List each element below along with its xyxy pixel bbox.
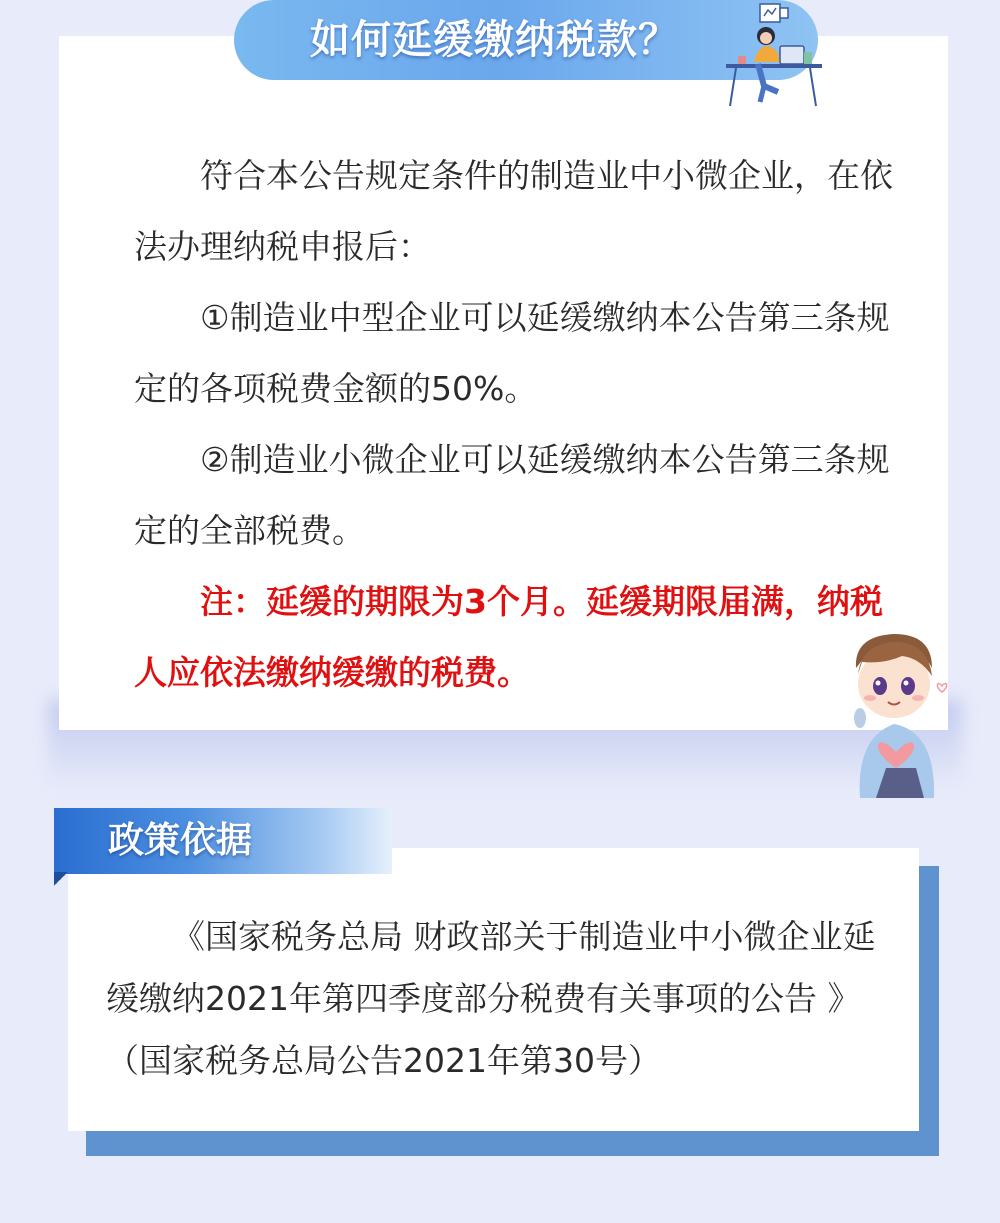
item-medium-enterprise: ①制造业中型企业可以延缓缴纳本公告第三条规定的各项税费金额的50%。 [134, 298, 890, 408]
item-small-enterprise: ②制造业小微企业可以延缓缴纳本公告第三条规定的全部税费。 [134, 440, 890, 550]
office-worker-illustration [718, 0, 828, 110]
intro-paragraph: 符合本公告规定条件的制造业中小微企业，在依法办理纳税申报后： [134, 156, 893, 266]
deferral-note: 注：延缓的期限为3个月。延缓期限届满，纳税人应依法缴纳缓缴的税费。 [134, 582, 883, 692]
policy-reference: 《国家税务总局 财政部关于制造业中小微企业延缓缴纳2021年第四季度部分税费有关事项的公告 》（国家税务总局公告2021年第30号） [106, 917, 876, 1080]
policy-tab-fold [54, 872, 68, 886]
boy-with-heart-illustration [846, 628, 950, 798]
content-block [134, 140, 906, 708]
page-title: 如何延缓缴纳税款？ [310, 17, 679, 63]
policy-title: 政策依据 [108, 820, 253, 861]
